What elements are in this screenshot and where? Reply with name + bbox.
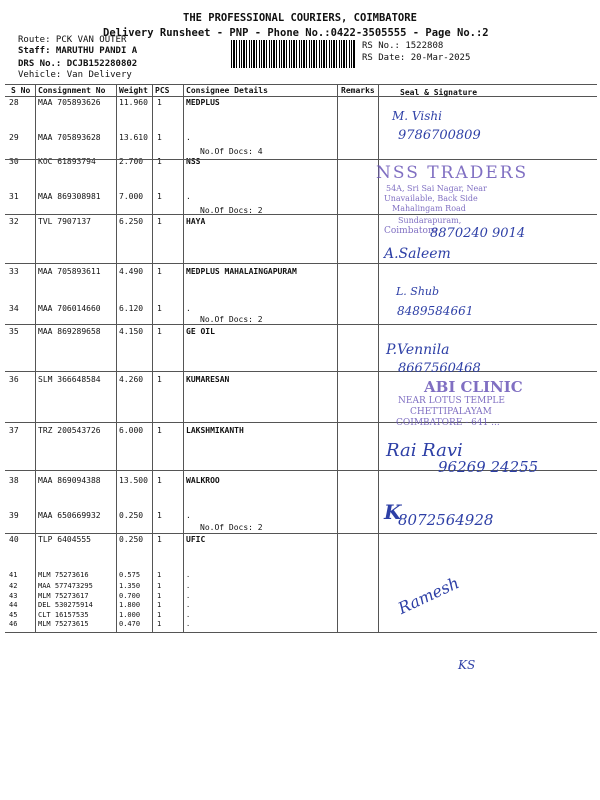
runsheet-subtitle: Delivery Runsheet - PNP - Phone No.:0422-3505555 - Page No.:2 bbox=[103, 27, 489, 39]
row-pcs: 1 bbox=[157, 476, 162, 485]
row-sno: 40 bbox=[9, 535, 19, 544]
footer-initials: KS bbox=[458, 658, 476, 672]
row-pcs: 1 bbox=[157, 511, 162, 520]
nss-traders-stamp-title: NSS TRADERS bbox=[376, 163, 529, 183]
staff-label: Staff: MARUTHU PANDI A bbox=[18, 46, 138, 56]
row-weight: 1.000 bbox=[119, 611, 141, 619]
row-consignment-no: TLP 6404555 bbox=[38, 535, 91, 544]
col-header-pcs: PCS bbox=[155, 86, 170, 95]
row-consignment-no: MAA 706014660 bbox=[38, 304, 101, 313]
row-pcs: 1 bbox=[157, 157, 162, 166]
row-consignee: . bbox=[186, 511, 191, 520]
row-separator bbox=[5, 263, 597, 264]
row-weight: 4.150 bbox=[119, 327, 144, 336]
abi-stamp-line: NEAR LOTUS TEMPLE bbox=[398, 396, 505, 406]
row-consignee: . bbox=[186, 133, 191, 142]
row-consignee: . bbox=[186, 611, 191, 619]
row-sno: 44 bbox=[9, 601, 18, 609]
row-pcs: 1 bbox=[157, 611, 162, 619]
col-divider bbox=[337, 84, 338, 632]
vehicle-label: Vehicle: Van Delivery bbox=[18, 70, 132, 80]
row-separator bbox=[5, 214, 597, 215]
row-consignment-no: KOC 61893794 bbox=[38, 157, 96, 166]
row-pcs: 1 bbox=[157, 192, 162, 201]
company-title: THE PROFESSIONAL COURIERS, COIMBATORE bbox=[183, 12, 417, 24]
signature-4-phone: 8667560468 bbox=[398, 361, 481, 376]
signature-5-phone: 96269 24255 bbox=[438, 458, 539, 476]
row-pcs: 1 bbox=[157, 571, 162, 579]
row-consignee: . bbox=[186, 571, 191, 579]
barcode bbox=[231, 40, 355, 68]
row-pcs: 1 bbox=[157, 133, 162, 142]
row-separator bbox=[5, 324, 597, 325]
row-sno: 39 bbox=[9, 511, 19, 520]
signature-3-name: L. Shub bbox=[396, 285, 440, 298]
row-pcs: 1 bbox=[157, 327, 162, 336]
signature-6-phone: 8072564928 bbox=[398, 511, 494, 529]
signature-2-name: A.Saleem bbox=[384, 246, 451, 262]
row-docs-count: No.Of Docs: 2 bbox=[200, 315, 263, 324]
row-sno: 45 bbox=[9, 611, 18, 619]
row-pcs: 1 bbox=[157, 267, 162, 276]
col-header-sno: S No bbox=[11, 86, 31, 95]
row-consignee: KUMARESAN bbox=[186, 375, 230, 384]
row-docs-count: No.Of Docs: 2 bbox=[200, 206, 263, 215]
row-sno: 42 bbox=[9, 582, 18, 590]
row-consignee: MEDPLUS bbox=[186, 98, 220, 107]
row-sno: 38 bbox=[9, 476, 19, 485]
row-consignment-no: MAA 705893611 bbox=[38, 267, 101, 276]
row-pcs: 1 bbox=[157, 98, 162, 107]
abi-clinic-stamp-title: ABI CLINIC bbox=[424, 378, 523, 396]
row-sno: 32 bbox=[9, 217, 19, 226]
row-consignment-no: MAA 869094388 bbox=[38, 476, 101, 485]
row-sno: 33 bbox=[9, 267, 19, 276]
row-consignment-no: MLM 75273616 bbox=[38, 571, 89, 579]
row-pcs: 1 bbox=[157, 217, 162, 226]
nss-stamp-line: Sundarapuram, bbox=[398, 216, 462, 225]
row-sno: 43 bbox=[9, 592, 18, 600]
row-weight: 0.470 bbox=[119, 620, 141, 628]
row-sno: 30 bbox=[9, 157, 19, 166]
row-consignment-no: SLM 366648584 bbox=[38, 375, 101, 384]
route-label: Route: PCK VAN OUTER bbox=[18, 35, 127, 45]
row-weight: 1.800 bbox=[119, 601, 141, 609]
signature-7-name: Ramesh bbox=[395, 573, 463, 618]
abi-stamp-line: CHETTIPALAYAM bbox=[410, 407, 492, 417]
row-consignee: HAYA bbox=[186, 217, 206, 226]
signature-3-phone: 8489584661 bbox=[397, 304, 474, 318]
row-pcs: 1 bbox=[157, 582, 162, 590]
row-separator bbox=[5, 159, 597, 160]
row-consignee: . bbox=[186, 192, 191, 201]
row-consignee: . bbox=[186, 601, 191, 609]
row-weight: 0.250 bbox=[119, 535, 144, 544]
row-consignment-no: CLT 16157535 bbox=[38, 611, 89, 619]
row-sno: 37 bbox=[9, 426, 19, 435]
row-sno: 36 bbox=[9, 375, 19, 384]
row-consignee: . bbox=[186, 620, 191, 628]
col-header-remarks: Remarks bbox=[341, 86, 375, 95]
row-consignee: NSS bbox=[186, 157, 201, 166]
col-divider bbox=[183, 84, 184, 632]
row-consignment-no: MAA 577473295 bbox=[38, 582, 93, 590]
col-divider bbox=[35, 84, 36, 632]
drs-label: DRS No.: DCJB152280802 bbox=[18, 59, 138, 69]
row-consignment-no: MAA 705893626 bbox=[38, 98, 101, 107]
row-sno: 35 bbox=[9, 327, 19, 336]
row-pcs: 1 bbox=[157, 592, 162, 600]
row-sno: 46 bbox=[9, 620, 18, 628]
row-consignment-no: MAA 650669932 bbox=[38, 511, 101, 520]
row-weight: 6.120 bbox=[119, 304, 144, 313]
row-weight: 0.250 bbox=[119, 511, 144, 520]
row-consignment-no: MLM 75273615 bbox=[38, 620, 89, 628]
row-sno: 28 bbox=[9, 98, 19, 107]
row-weight: 6.250 bbox=[119, 217, 144, 226]
table-header-border bbox=[5, 96, 597, 97]
row-docs-count: No.Of Docs: 2 bbox=[200, 523, 263, 532]
row-weight: 13.610 bbox=[119, 133, 148, 142]
nss-stamp-line: Unavailable, Back Side bbox=[384, 194, 478, 203]
row-consignee: MEDPLUS MAHALAINGAPURAM bbox=[186, 267, 297, 276]
nss-stamp-line: 54A, Sri Sai Nagar, Near bbox=[386, 184, 487, 193]
row-weight: 6.000 bbox=[119, 426, 144, 435]
signature-5-name: Rai Ravi bbox=[386, 440, 463, 461]
row-consignment-no: TVL 7907137 bbox=[38, 217, 91, 226]
row-consignment-no: TRZ 200543726 bbox=[38, 426, 101, 435]
row-separator bbox=[5, 371, 597, 372]
abi-stamp-line: COIMBATORE - 641 ... bbox=[396, 418, 500, 428]
row-separator bbox=[5, 422, 597, 423]
row-weight: 13.500 bbox=[119, 476, 148, 485]
row-consignee: LAKSHMIKANTH bbox=[186, 426, 244, 435]
row-pcs: 1 bbox=[157, 620, 162, 628]
col-header-consignment: Consignment No bbox=[38, 86, 106, 95]
col-header-seal: Seal & Signature bbox=[400, 88, 478, 97]
row-weight: 7.000 bbox=[119, 192, 144, 201]
row-sno: 41 bbox=[9, 571, 18, 579]
col-divider bbox=[152, 84, 153, 632]
table-bottom-border bbox=[5, 632, 597, 633]
row-consignee: . bbox=[186, 592, 191, 600]
row-consignee: GE OIL bbox=[186, 327, 215, 336]
row-weight: 1.350 bbox=[119, 582, 141, 590]
rs-date: RS Date: 20-Mar-2025 bbox=[362, 53, 471, 63]
rs-number: RS No.: 1522808 bbox=[362, 41, 444, 51]
nss-stamp-line: Mahalingam Road bbox=[392, 204, 466, 213]
row-weight: 0.575 bbox=[119, 571, 141, 579]
col-divider bbox=[116, 84, 117, 632]
row-pcs: 1 bbox=[157, 304, 162, 313]
row-sno: 31 bbox=[9, 192, 19, 201]
row-weight: 4.490 bbox=[119, 267, 144, 276]
signature-1-phone: 9786700809 bbox=[398, 128, 481, 143]
col-header-weight: Weight bbox=[119, 86, 148, 95]
row-separator bbox=[5, 533, 597, 534]
row-consignment-no: MAA 869289658 bbox=[38, 327, 101, 336]
row-consignee: . bbox=[186, 304, 191, 313]
col-header-consignee: Consignee Details bbox=[186, 86, 268, 95]
signature-1-name: M. Vishi bbox=[392, 109, 442, 123]
row-weight: 2.700 bbox=[119, 157, 144, 166]
row-consignment-no: DEL 530275914 bbox=[38, 601, 93, 609]
row-consignee: WALKROO bbox=[186, 476, 220, 485]
table-top-border bbox=[5, 84, 597, 85]
row-consignment-no: MLM 75273617 bbox=[38, 592, 89, 600]
row-consignee: . bbox=[186, 582, 191, 590]
signature-4-name: P.Vennila bbox=[386, 342, 450, 358]
signature-6-mark: K bbox=[384, 500, 402, 524]
signature-2-phone: 8870240 9014 bbox=[430, 226, 526, 241]
row-consignment-no: MAA 705893628 bbox=[38, 133, 101, 142]
row-pcs: 1 bbox=[157, 601, 162, 609]
row-pcs: 1 bbox=[157, 535, 162, 544]
row-sno: 34 bbox=[9, 304, 19, 313]
row-weight: 11.960 bbox=[119, 98, 148, 107]
row-consignee: UFIC bbox=[186, 535, 206, 544]
row-pcs: 1 bbox=[157, 426, 162, 435]
row-weight: 4.260 bbox=[119, 375, 144, 384]
row-sno: 29 bbox=[9, 133, 19, 142]
row-weight: 0.700 bbox=[119, 592, 141, 600]
row-consignment-no: MAA 869308981 bbox=[38, 192, 101, 201]
row-pcs: 1 bbox=[157, 375, 162, 384]
row-docs-count: No.Of Docs: 4 bbox=[200, 147, 263, 156]
nss-stamp-line: Coimbatore bbox=[384, 226, 438, 236]
